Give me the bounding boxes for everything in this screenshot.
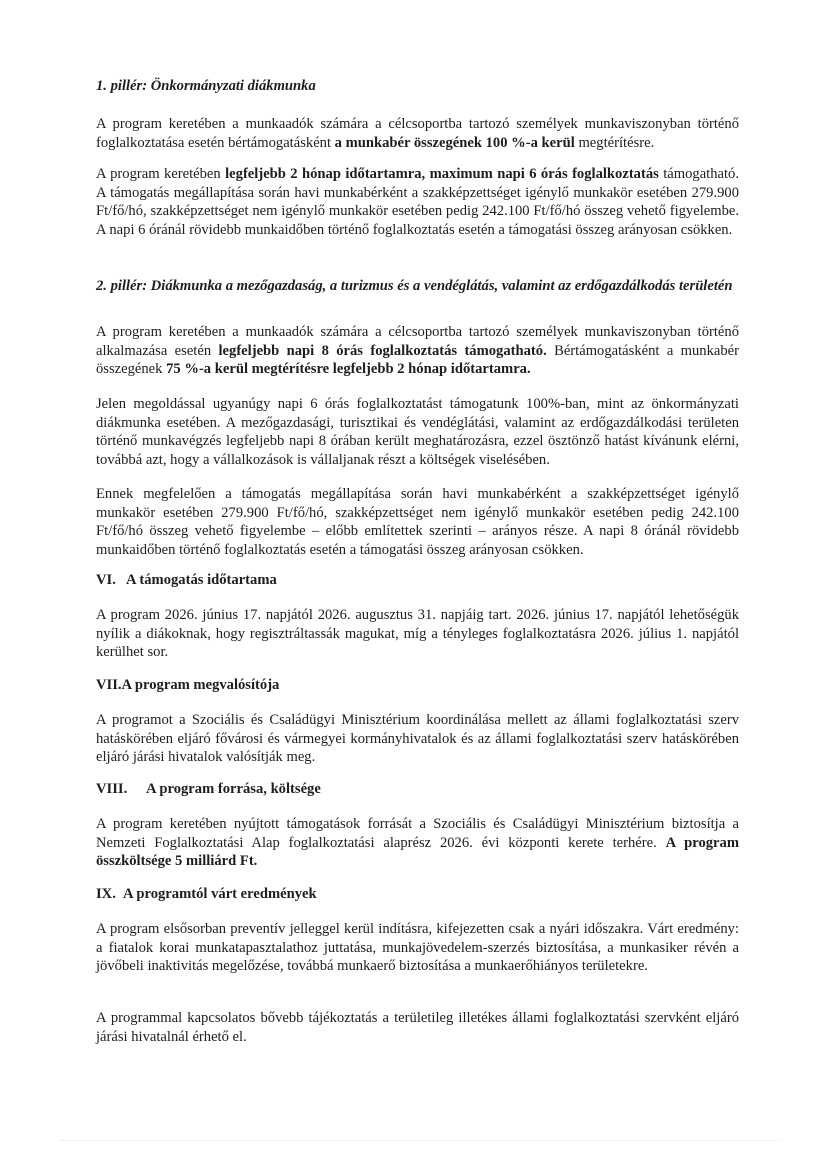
section-8-heading — [96, 780, 739, 799]
section-6-heading — [96, 571, 739, 590]
section-7-heading — [96, 676, 739, 695]
bold-text-run: a munkabér összegének 100 %-a kerül — [334, 134, 575, 151]
pillar-1-heading: 1. pillér: Önkormányzati diákmunka — [96, 78, 316, 94]
pillar-1-paragraph-1 — [96, 115, 739, 152]
section-title: A támogatás időtartama — [126, 572, 277, 588]
section-number: VI. — [96, 572, 116, 588]
section-6-paragraph: A program 2026. június 17. napjától 2026. augusztus 31. napjáig tart. 2026. június 17. napjától lehetőségük nyílik a diákoknak, hogy regisztráltassák magukat, míg a tényleges foglalkoztatásra 2026. július 1. napjától kerülhet sor. — [96, 607, 739, 661]
bold-text-run: legfeljebb 2 hónap időtartamra, maximum napi 6 órás foglalkoztatás — [225, 166, 659, 182]
text-run: Bértámogatásként a munkabér összegének — [96, 342, 740, 378]
text-run: A program keretében nyújtott támogatások forrását a Szociális és Családügyi Minisztérium biztosítja a Nemzeti Foglalkoztatási Alap foglalkoztatási alaprész 2026. évi központi kerete terhére. — [96, 816, 739, 851]
bold-text-run: A program összköltsége 5 milliárd Ft. — [96, 834, 739, 870]
section-title: A program megvalósítója — [121, 677, 280, 693]
section-8-paragraph — [96, 815, 739, 871]
pillar-2-paragraph-1 — [96, 323, 739, 379]
text-run: A program keretében a munkaadók számára a célcsoportba tartozó személyek munkaviszonyban történő alkalmazása esetén — [96, 324, 739, 359]
text-run: A program keretében a munkaadók számára a célcsoportba tartozó személyek munkaviszonyban történő foglalkoztatása esetén bértámogatásként — [96, 116, 739, 151]
section-number: VIII. — [96, 781, 128, 797]
pillar-2-paragraph-2: Jelen megoldással ugyanúgy napi 6 órás foglalkoztatást támogatunk 100%-ban, mint az önkormányzati diákmunka esetében. A mezőgazdasági, turisztikai és vendéglátási, valamint az erdőgazdálkodási területen történő munkavégzés legfeljebb napi 8 órában került meghatározásra, ezzel ösztönző hatást kívánunk elérni, továbbá azt, hogy a vállalkozások is vállaljanak részt a költségek viselésében. — [96, 396, 739, 468]
section-number: VII. — [96, 677, 122, 693]
text-run: támogatható. A támogatás megállapítása során havi munkabérként a szakképzettséget igénylő munkakör esetében 279.900 Ft/fő/hó, szakképzettséget nem igénylő munkakör esetében pedig 242.100 Ft/fő/hó összeg vehető figyelembe. A napi 6 óránál rövidebb munkaidőben történő foglalkoztatás esetén a támogatási összeg arányosan csökken. — [96, 166, 739, 238]
section-9-paragraph-2: A programmal kapcsolatos bővebb tájékoztatás a területileg illetékes állami foglalkoztatási szervként eljáró járási hivatalnál érhető el. — [96, 1010, 739, 1045]
bold-text-run: 75 %-a kerül megtérítésre legfeljebb 2 hónap időtartamra. — [166, 361, 531, 378]
bold-text-run: legfeljebb napi 8 órás foglalkoztatás támogatható. — [218, 342, 547, 359]
section-9-paragraph-1: A program elsősorban preventív jelleggel kerül indításra, kifejezetten csak a nyári időszakra. Várt eredmény: a fiatalok korai munkatapasztalathoz juttatása, munkajövedelem-szerzés biztosítása, a munkasiker révén a jövőbeli inaktivitás megelőzése, továbbá munkaerő biztosítása a munkaerőhiányos területekre. — [96, 921, 739, 975]
section-title: A program forrása, költsége — [146, 781, 321, 797]
section-9-heading — [96, 885, 739, 904]
section-7-paragraph: A programot a Szociális és Családügyi Minisztérium koordinálása mellett az állami foglalkoztatási szerv hatáskörében eljáró fővárosi és vármegyei kormányhivatalok és az állami foglalkoztatási szerv hatáskörében eljáró járási hivatalok valósítják meg. — [96, 712, 739, 766]
text-run: megtérítésre. — [574, 134, 655, 151]
page-bottom-rule — [60, 1140, 780, 1141]
pillar-2-paragraph-3: Ennek megfelelően a támogatás megállapítása során havi munkabérként a szakképzettséget igénylő munkakör esetében 279.900 Ft/fő/hó, szakképzettséget nem igénylő munkakör esetében pedig 242.100 Ft/fő/hó összeg vehető figyelembe – előbb említettek szerinti – arányos része. A napi 8 óránál rövidebb munkaidőben történő foglalkoztatás esetén a támogatási összeg arányosan csökken. — [96, 486, 739, 558]
section-number: IX. — [96, 886, 116, 902]
text-run: A program keretében — [96, 166, 226, 182]
pillar-1-paragraph-2 — [96, 165, 739, 239]
section-title: A programtól várt eredmények — [123, 886, 317, 902]
pillar-2-heading: 2. pillér: Diákmunka a mezőgazdaság, a turizmus és a vendéglátás, valamint az erdőgazdálkodás területén — [96, 278, 733, 294]
